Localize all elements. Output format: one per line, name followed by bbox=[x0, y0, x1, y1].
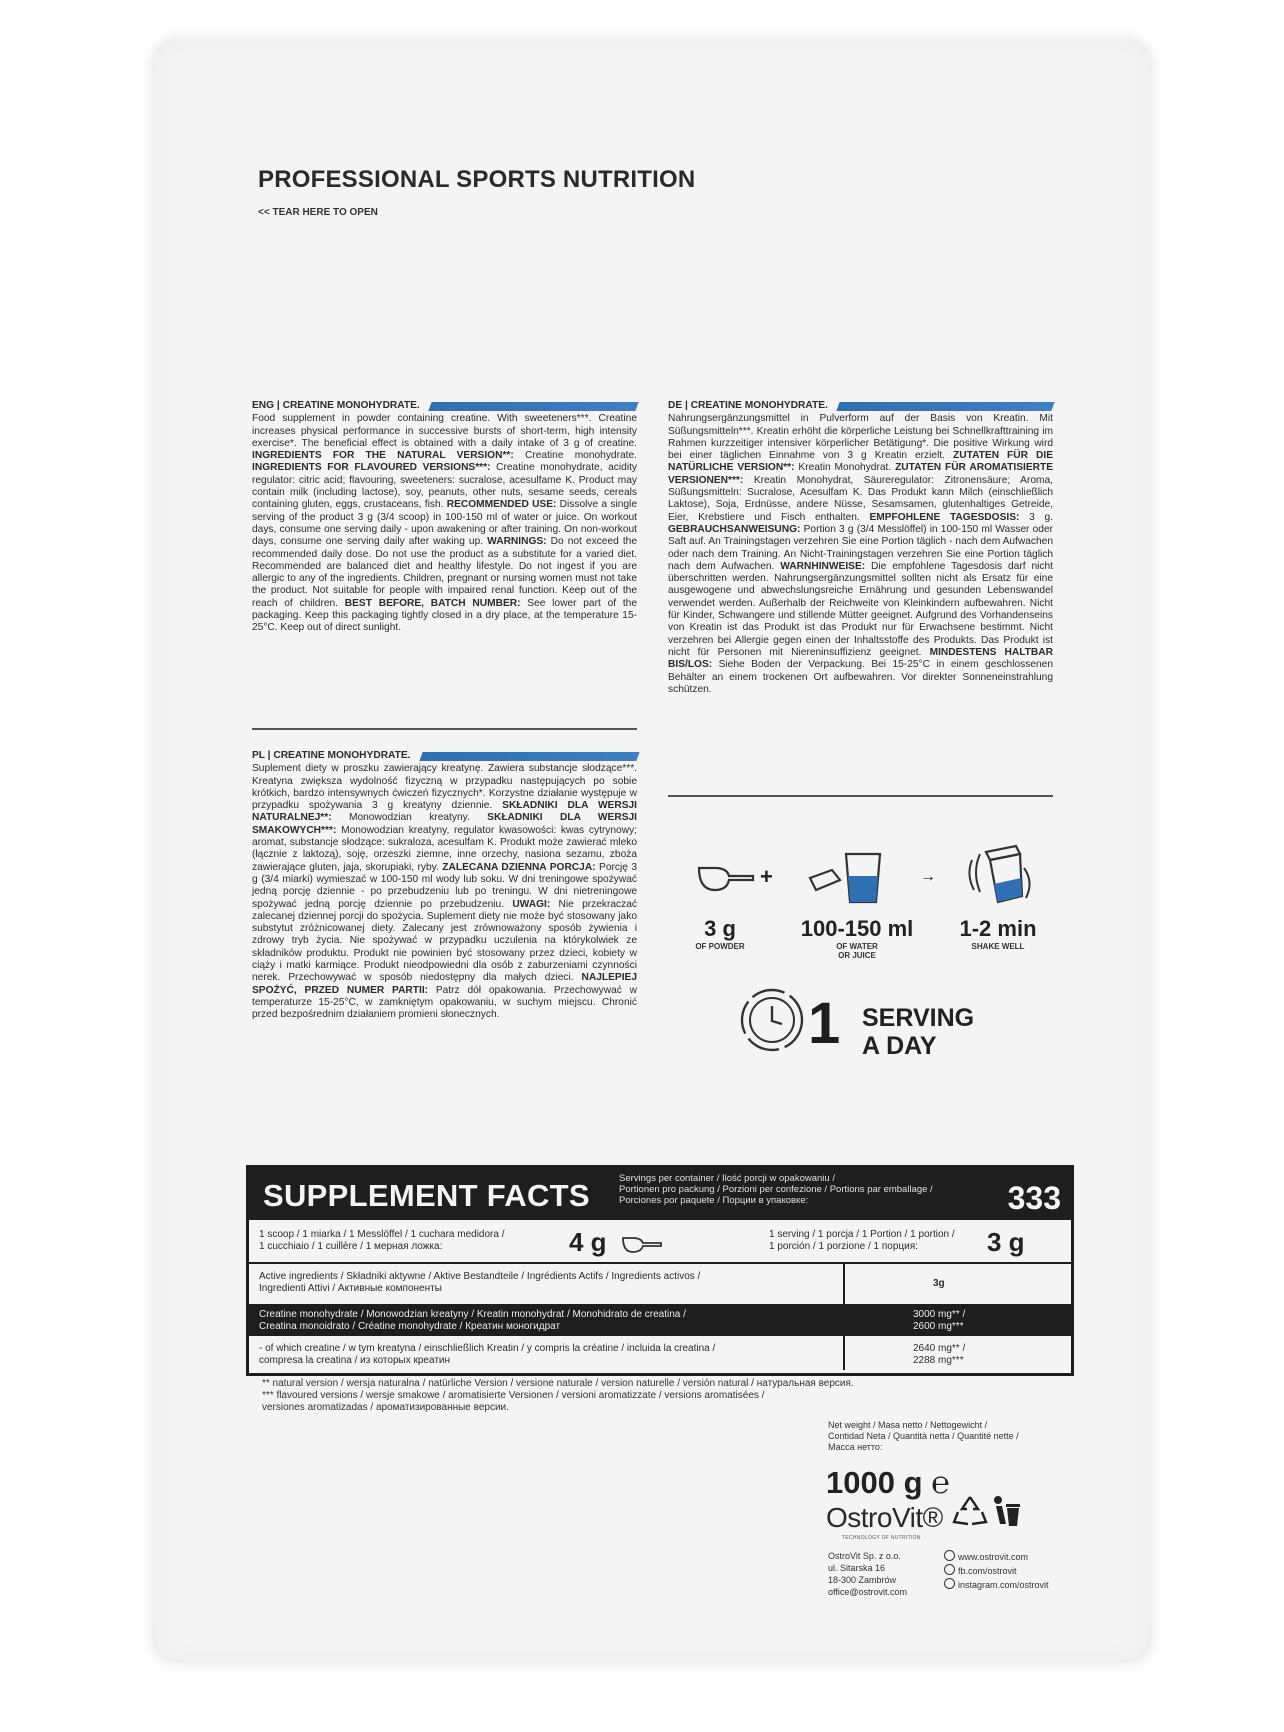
serving-label-line: 1 porción / 1 porzione / 1 порция: bbox=[769, 1240, 918, 1252]
water-amount: 100-150 ml bbox=[800, 916, 914, 941]
recycle-icon bbox=[952, 1494, 988, 1528]
website-text: www.ostrovit.com bbox=[958, 1552, 1029, 1562]
scoop-icon bbox=[695, 862, 757, 896]
de-z-fla-label: ZUTATEN FÜR AROMATISIERTE VERSIONEN***: bbox=[668, 462, 1053, 486]
supplement-facts-table bbox=[246, 1165, 1074, 1376]
scoop-label bbox=[259, 1229, 549, 1252]
de-z-nat: Kreatin Monohydrat. bbox=[794, 462, 892, 474]
serving-label-line: 1 serving / 1 porcja / 1 Portion / 1 portion / bbox=[769, 1229, 955, 1240]
pl-best-label: NAJLEPIEJ SPOŻYĆ, PRZED NUMER PARTII: bbox=[252, 972, 637, 996]
arrow-icon: → bbox=[920, 868, 936, 885]
serving-line: A DAY bbox=[862, 1032, 937, 1060]
address-line: OstroVit Sp. z o.o. bbox=[828, 1551, 901, 1561]
shake-time: 1-2 min bbox=[959, 916, 1037, 941]
shake-caption: SHAKE WELL bbox=[971, 942, 1025, 951]
pl-description: Suplement diety w proszku zawierający kreatynę. Zawiera substancje słodzące***. Kreatyna zwiększa wydolność fizyczną w przypadku następujących po sobie krótkich, bardzo intensywnych ćwiczeń fizycznych*. Korzystne działanie występuje w przypadku spożywania 3 g kreatyny dziennie. bbox=[252, 763, 637, 812]
de-description: Nahrungsergänzungsmittel in Pulverform auf der Basis von Kreatin. Mit Süßungsmitteln***. Kreatin erhöht die körperliche Leistung bei Schnellkrafttraining im Rahmen kurzzeitiger intensiver körperlicher Betätigung*. Die positive Wirkung wird bei einer täglichen Einnahme von 3 g Kreatin erzielt. bbox=[668, 413, 1053, 462]
tear-instruction: << TEAR HERE TO OPEN bbox=[258, 207, 378, 218]
instagram-text: instagram.com/ostrovit bbox=[958, 1580, 1049, 1590]
scoop-value: 4 g bbox=[569, 1227, 607, 1257]
de-use: Portion 3 g (3/4 Messlöffel) in 100-150 ml Wasser oder Saft auf. An Trainingstagen verzehren Sie eine Portion täglich - nach dem Aufwachen oder nach dem Training. An Nicht-Trainingstagen verzehren Sie eine Portion täglich nach dem Aufwachen. bbox=[668, 523, 1053, 572]
net-weight-label bbox=[828, 1420, 1058, 1453]
eng-ing-fla: Creatine monohydrate, acidity regulator: citric acid; flavouring, sweeteners: sucralose, acesulfame K. Product may contain milk (including lactose), soy, peanuts, other nuts, sesame seeds, cereals containing gluten, eggs, crustaceans, fish. bbox=[252, 462, 638, 511]
serving-label bbox=[769, 1229, 989, 1252]
facts-title: SUPPLEMENT FACTS bbox=[263, 1178, 590, 1213]
water-caption bbox=[820, 942, 894, 960]
of-which-value-line: 2288 mg*** bbox=[913, 1354, 964, 1366]
active-row bbox=[249, 1264, 1071, 1304]
divider bbox=[668, 795, 1053, 797]
eng-ing-fla-label: INGREDIENTS FOR FLAVOURED VERSIONS***: bbox=[252, 462, 491, 474]
glass-icon bbox=[808, 848, 888, 906]
powder-amount: 3 g bbox=[704, 916, 736, 941]
pl-s-nat: Monowodzian kreatyny. bbox=[331, 812, 470, 824]
de-section bbox=[668, 400, 1053, 696]
eng-use-label: RECOMMENDED USE: bbox=[446, 499, 557, 511]
address-line: 18-300 Zambrów bbox=[828, 1575, 897, 1585]
facebook-link[interactable] bbox=[944, 1564, 1049, 1578]
net-weight-line: Net weight / Masa netto / Nettogewicht / bbox=[828, 1420, 988, 1430]
address-line: ul. Sitarska 16 bbox=[828, 1563, 886, 1573]
heading-accent-bar bbox=[836, 402, 1054, 411]
logo-tagline: TECHNOLOGY OF NUTRITION bbox=[842, 1535, 921, 1541]
active-value: 3g bbox=[933, 1278, 945, 1289]
scoop-label-line: 1 cucchiaio / 1 cuillère / 1 мерная ложка: bbox=[259, 1240, 443, 1252]
de-dose-label: EMPFOHLENE TAGESDOSIS: bbox=[869, 511, 1020, 523]
active-label-line: Active ingredients / Składniki aktywne / Aktive Bestandteile / Ingrédients Actifs / Ingredients activos / bbox=[259, 1271, 701, 1282]
water-caption-line: OF WATER bbox=[836, 942, 878, 951]
servings-count: 333 bbox=[1007, 1180, 1061, 1216]
eng-section bbox=[252, 400, 637, 635]
company-address bbox=[828, 1550, 907, 1598]
eng-description: Food supplement in powder containing creatine. With sweeteners***. Creatine increases physical performance in successive bursts of short-term, high intensity exercise*. The beneficial effect is obtained with a daily intake of 3 g of creatine. bbox=[252, 413, 637, 449]
de-warn: Die empfohlene Tagesdosis darf nicht überschritten werden. Nahrungsergänzungsmittel sollten nicht als Ersatz für eine ausgewogene und abwechslungsreiche Ernährung und gesunden Lebenswandel verwendet werden. Außerhalb der Reichweite von Kleinkindern aufbewahren. Nicht für Kinder, Schwangere und stillende Mütter geeignet. Aufgrund des Vorhandenseins von Kreatin ist das Produkt ist das Produkt nur für Erwachsene bestimmt. Nicht verzehren bei Allergie gegen einen der Inhaltsstoffe des Produkts. Das Produkt ist nicht für Personen mit Niereninsuffizienz geeignet. bbox=[668, 560, 1053, 658]
pl-dose: Porcję 3 g (3/4 miarki) wymieszać w 100-150 ml wody lub soku. W dni treningowe spożywać jedną porcję dziennie - po przebudzeniu lub po treningu. W dni nietreningowe spożywać jedną porcję dziennie po przebudzeniu. bbox=[252, 861, 637, 910]
water-caption-line: OR JUICE bbox=[838, 951, 876, 960]
clock-icon bbox=[736, 984, 808, 1056]
address-line: office@ostrovit.com bbox=[828, 1587, 907, 1597]
eng-best: See lower part of the packaging. Keep this packaging tightly closed in a dry place, at the temperature 15-25°C. Keep out of direct sunlight. bbox=[252, 597, 637, 634]
net-weight-line: Contidad Neta / Quantità netta / Quantité nette / bbox=[828, 1431, 1019, 1441]
footnote-line: *** flavoured versions / wersje smakowe / aromatisierte Versionen / versioni aromatizzate / versions aromatisées / bbox=[262, 1390, 765, 1401]
creatine-label-line: Creatina monoidrato / Créatine monohydrate / Креатин моногидрат bbox=[259, 1320, 561, 1332]
facebook-text: fb.com/ostrovit bbox=[958, 1566, 1017, 1576]
footnote-line: versiones aromatizadas / ароматизированные версии. bbox=[262, 1402, 509, 1413]
servings-label bbox=[619, 1173, 979, 1206]
creatine-value-line: 2600 mg*** bbox=[913, 1320, 964, 1332]
eng-warn-label: WARNINGS: bbox=[487, 536, 547, 548]
of-which-label-line: - of which creatine / w tym kreatyna / einschließlich Kreatin / y compris la créatine / incluida la creatina / bbox=[259, 1343, 716, 1354]
pl-heading: PL | CREATINE MONOHYDRATE. bbox=[252, 750, 637, 762]
cart-icon bbox=[944, 1550, 955, 1561]
creatine-label bbox=[259, 1309, 819, 1332]
eng-heading: ENG | CREATINE MONOHYDRATE. bbox=[252, 400, 637, 412]
de-warn-label: WARNHINWEISE: bbox=[780, 560, 866, 572]
creatine-row bbox=[249, 1304, 1071, 1336]
serving-line: SERVING bbox=[862, 1004, 975, 1032]
website-link[interactable] bbox=[944, 1550, 1049, 1564]
ostrovit-logo: OstroVit® bbox=[826, 1502, 943, 1533]
creatine-label-line: Creatine monohydrate / Monowodzian kreatyny / Kreatin monohydrat / Monohidrato de creatina / bbox=[259, 1309, 686, 1320]
serving-value: 3 g bbox=[987, 1227, 1025, 1257]
eng-best-label: BEST BEFORE, BATCH NUMBER: bbox=[344, 597, 521, 609]
of-which-value bbox=[913, 1343, 1033, 1366]
of-which-label bbox=[259, 1343, 819, 1366]
servings-label-line: Portionen pro packung / Porzioni per confezione / Portions par emballage / bbox=[619, 1184, 933, 1195]
instagram-icon bbox=[944, 1578, 955, 1589]
heading-accent-bar bbox=[428, 402, 639, 411]
instagram-link[interactable] bbox=[944, 1578, 1049, 1592]
plus-sign: + bbox=[760, 864, 773, 889]
scoop-label-line: 1 scoop / 1 miarka / 1 Messlöffel / 1 cuchara medidora / bbox=[259, 1229, 505, 1240]
of-which-row bbox=[249, 1338, 1071, 1370]
de-use-label: GEBRAUCHSANWEISUNG: bbox=[668, 523, 801, 535]
pl-dose-label: ZALECANA DZIENNA PORCJA: bbox=[442, 861, 596, 873]
de-best-label: MINDESTENS HALTBAR BIS/LOS: bbox=[668, 646, 1053, 671]
pl-s-nat-label: SKŁADNIKI DLA WERSJI NATURALNEJ**: bbox=[252, 800, 638, 824]
serving-number: 1 bbox=[808, 991, 841, 1056]
active-label bbox=[259, 1271, 819, 1294]
facts-header bbox=[249, 1168, 1071, 1220]
pl-s-fla: Monowodzian kreatyny, regulator kwasowości: kwas cytrynowy; aromat, substancje słodzące: sukraloza, acesulfam K. Produkt może zawierać mleko (łącznie z laktozą), soję, orzeszki ziemne, inne orzechy, nasiona sezamu, zboża zawierające gluten, jaja, skorupiaki, ryby. bbox=[252, 824, 637, 873]
serving-size-row bbox=[249, 1222, 1071, 1262]
facebook-icon bbox=[944, 1564, 955, 1575]
footnotes bbox=[262, 1378, 962, 1414]
pl-warn: Nie przekraczać zalecanej dziennej porcji do spożycia. Suplement diety nie może być stosowany jako substytut zróżnicowanej diety. Zalecany jest zrównoważony sposób żywienia i zdrowy tryb życia. Nie spożywać w przypadku uczulenia na którykolwiek ze składników produktu. Produkt nie powinien być stosowany przez dzieci, kobiety w ciąży i matki karmiące. Produkt nieodpowiedni dla osób z zaburzeniami czynności nerek. Przechowywać w sposób niedostępny dla małych dzieci. bbox=[252, 898, 637, 984]
de-best: Siehe Boden der Verpackung. Bei 15-25°C in einem geschlossenen Behälter an einem trockenen Ort aufbewahren. Vor direkter Sonneneinstrahlung schützen. bbox=[668, 659, 1053, 695]
table-column-rule bbox=[843, 1264, 845, 1370]
of-which-value-line: 2640 mg** / bbox=[913, 1343, 966, 1354]
eng-warn: Do not exceed the recommended daily dose. Do not use the product as a substitute for a varied diet. Recommended are balanced diet and healthy lifestyle. Do not ingest if you are allergic to any of the ingredients. Children, pregnant or nursing women must not take the product. Not suitable for people with impaired renal function. Keep out of the reach of children. bbox=[252, 536, 637, 609]
net-weight-value: 1000 g ℮ bbox=[826, 1465, 950, 1500]
pl-warn-label: UWAGI: bbox=[512, 898, 551, 910]
scoop-icon bbox=[621, 1234, 663, 1256]
serving-text bbox=[862, 1004, 974, 1060]
de-dose: 3 g. bbox=[1019, 511, 1053, 523]
servings-label-line: Servings per container / Ilość porcji w opakowaniu / bbox=[619, 1173, 835, 1184]
eng-use: Dissolve a single serving of the product 3 g (3/4 scoop) in 100-150 ml of water or juice. On workout days, consume one serving daily - upon awakening or after training. On non-workout days, consume one serving daily after waking up. bbox=[252, 499, 637, 548]
net-weight-line: Масса нетто: bbox=[828, 1442, 883, 1452]
active-label-line: Ingredienti Attivi / Активные компоненты bbox=[259, 1282, 442, 1294]
of-which-label-line: compresa la creatina / из которых креатин bbox=[259, 1354, 451, 1366]
eng-ing-nat: Creatine monohydrate. bbox=[513, 450, 637, 462]
social-links bbox=[944, 1550, 1049, 1592]
heading-accent-bar bbox=[419, 752, 639, 761]
de-z-nat-label: ZUTATEN FÜR DIE NATÜRLICHE VERSION**: bbox=[668, 450, 1053, 474]
trash-bin-icon bbox=[992, 1494, 1022, 1528]
pl-best: Patrz dół opakowania. Przechowywać w temperaturze 15-25°C, w zamkniętym opakowaniu, w suchym miejscu. Chronić przed bezpośrednim działaniem promieni słonecznych. bbox=[252, 984, 637, 1021]
shaker-icon bbox=[962, 840, 1042, 910]
de-heading: DE | CREATINE MONOHYDRATE. bbox=[668, 400, 1053, 412]
servings-label-line: Porciones por paquete / Порции в упаковке: bbox=[619, 1195, 809, 1206]
footnote-line: ** natural version / wersja naturalna / natürliche Version / versione naturale / version naturelle / versión natural / натуральная версия. bbox=[262, 1378, 854, 1389]
pl-section bbox=[252, 750, 637, 1022]
divider bbox=[252, 728, 637, 730]
brand-line: PROFESSIONAL SPORTS NUTRITION bbox=[258, 166, 696, 193]
creatine-value bbox=[913, 1309, 1033, 1332]
pl-s-fla-label: SKŁADNIKI DLA WERSJI SMAKOWYCH***: bbox=[252, 812, 637, 836]
powder-caption: OF POWDER bbox=[695, 942, 745, 951]
creatine-value-line: 3000 mg** / bbox=[913, 1309, 966, 1320]
eng-ing-nat-label: INGREDIENTS FOR THE NATURAL VERSION**: bbox=[252, 450, 514, 462]
de-z-fla: Kreatin Monohydrat, Säureregulator: Zitronensäure; Aroma, Süßungsmitteln: Sucralose, Acesulfam K. Das Produkt kann Milch (einschließlich Laktose), Soja, Erdnüsse, andere Nüsse, Sesamsamen, glutenhaltiges Getreide, Eier, Krebstiere und Fisch enthalten. bbox=[668, 474, 1053, 523]
